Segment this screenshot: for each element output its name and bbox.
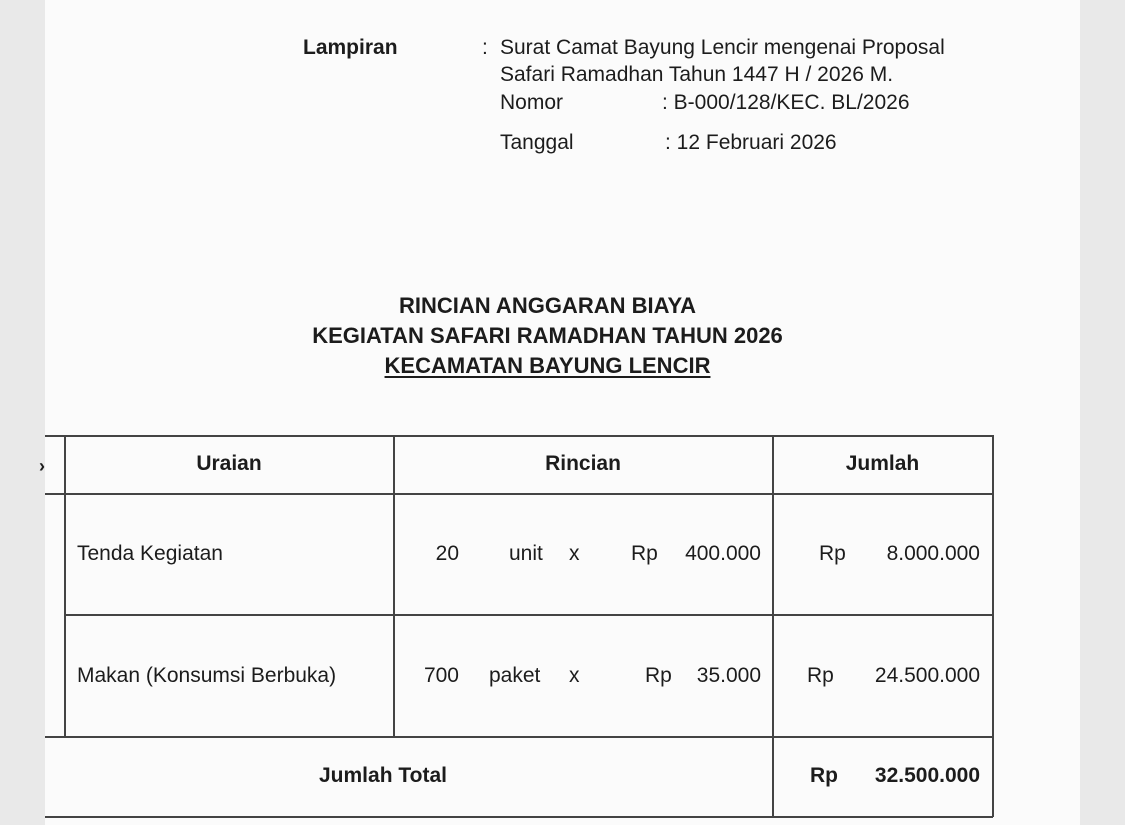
tanggal-value: : 12 Februari 2026 [665,131,837,154]
nomor-label: Nomor [500,91,564,114]
row-2-total-currency: Rp [807,664,834,687]
lampiran-line-1: Surat Camat Bayung Lencir mengenai Proposal [500,36,945,59]
title-line-3 [45,351,1050,381]
row-2-price: 35.000 [696,664,761,687]
title-line-1: RINCIAN ANGGARAN BIAYA [398,293,697,318]
row-2-unit: paket [489,664,541,687]
row-2-price-currency: Rp [645,664,672,687]
table-border-right [992,435,994,817]
lampiran-separator: : [482,36,488,59]
row-2-total: 24.500.000 [874,664,980,687]
document-page [39,0,1080,825]
total-currency: Rp [810,764,838,787]
table-border-row-2 [45,736,993,738]
title-line-3-text: KECAMATAN BAYUNG LENCIR [384,353,711,378]
table-border-top [45,435,993,437]
table-border-bottom [45,816,993,818]
row-2-uraian: Makan (Konsumsi Berbuka) [77,664,337,687]
header-rincian: Rincian [545,452,621,475]
header-uraian: Uraian [196,452,262,475]
table-border-header [45,493,993,495]
table-border-col-1 [393,435,395,737]
nomor-value: : B-000/128/KEC. BL/2026 [662,91,910,114]
total-label: Jumlah Total [319,764,447,787]
row-1-price: 400.000 [685,542,761,565]
table-border-col-2 [772,435,774,817]
tanggal-label: Tanggal [500,131,574,154]
table-border-row-1 [64,614,993,616]
row-1-unit: unit [509,542,543,565]
row-1-uraian: Tenda Kegiatan [77,542,223,565]
lampiran-label: Lampiran [303,36,398,59]
total-value: 32.500.000 [874,764,980,787]
row-1-price-currency: Rp [631,542,658,565]
row-2-qty: 700 [423,664,459,687]
row-1-x: x [569,542,580,565]
left-edge-glyph: › [39,456,45,476]
table-border-left [64,435,66,737]
row-2-x: x [569,664,580,687]
row-1-qty: 20 [435,542,459,565]
row-1-total: 8.000.000 [886,542,980,565]
lampiran-line-2: Safari Ramadhan Tahun 1447 H / 2026 M. [500,63,894,86]
row-1-total-currency: Rp [819,542,846,565]
header-jumlah: Jumlah [845,452,920,475]
title-line-2: KEGIATAN SAFARI RAMADHAN TAHUN 2026 [312,323,783,348]
